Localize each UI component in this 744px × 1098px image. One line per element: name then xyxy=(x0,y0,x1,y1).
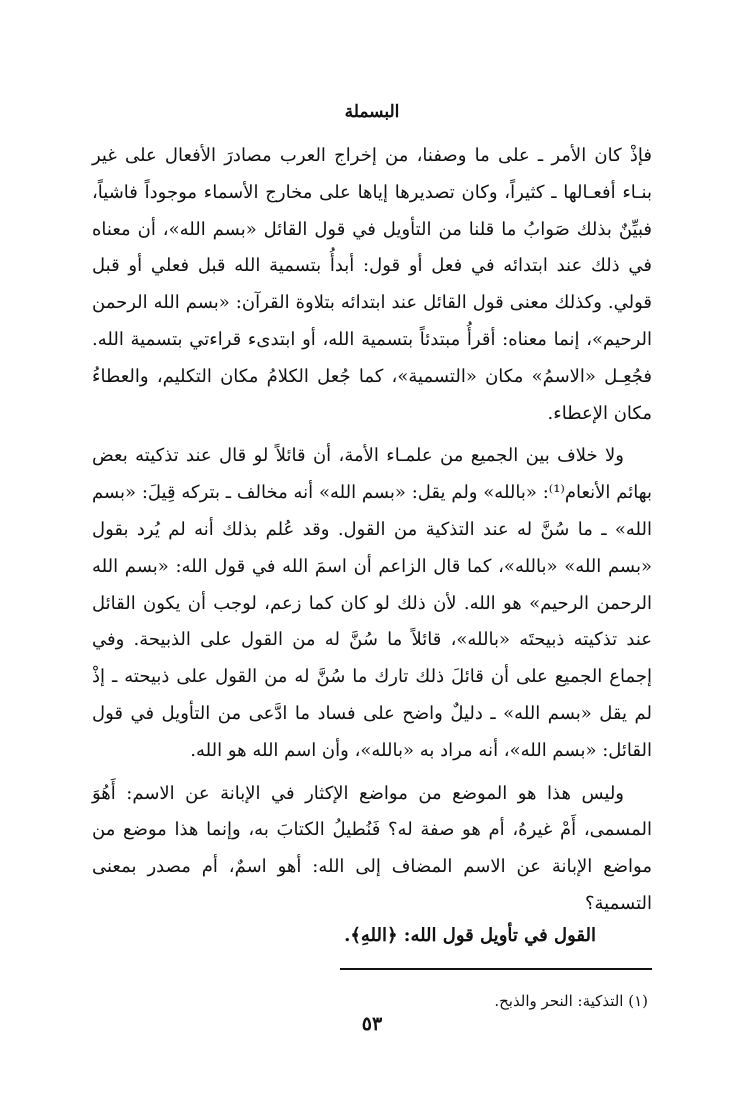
page-number: ٥٣ xyxy=(361,1013,383,1035)
paragraph-2: ولا خلاف بين الجميع من علمـاء الأمة، أن قائلاً لو قال عند تذكيته بعض بهائم الأنعام⁽¹⁾: «بالله» ولم يقل: «بسم الله» أنه مخالف ـ بتركه قِيلَ: «بسم الله» ـ ما سُنَّ له عند التذكية من القول. وقد عُلم بذلك أنه لم يُرد بقول «بسم الله» «بالله»، كما قال الزاعم أن اسمَ الله في قول الله: «بسم الله الرحمن الرحيم» هو الله. لأن ذلك لو كان كما زعم، لوجب أن يكون القائل عند تذكيته ذبيحتَه «بالله»، قائلاً ما سُنَّ له من القول على الذبيحة. وفي إجماع الجميع على أن قائلَ ذلك تارك ما سُنَّ له من القول على ذبيحته ـ إذْ لم يقل «بسم الله» ـ دليلٌ واضح على فساد ما ادَّعى من التأويل في قول القائل: «بسم الله»، أنه مراد به «بالله»، وأن اسم الله هو الله. xyxy=(92,445,652,761)
paragraph-3: وليس هذا هو الموضع من مواضع الإكثار في الإبانة عن الاسم: أَهُوَ المسمى، أَمْ غيرهُ، أم هو صفة له؟ فَنُطيلُ الكتابَ به، وإنما هذا موضع من مواضع الإبانة عن الاسم المضاف إلى الله: أهو اسمٌ، أم مصدر بمعنى التسمية؟ xyxy=(92,782,652,914)
section-heading: القول في تأويل قول الله: ﴿اللهِ﴾. xyxy=(344,925,596,946)
page-header: البسملة xyxy=(344,102,400,122)
footnote-divider xyxy=(340,968,652,970)
paragraph-1: فإذْ كان الأمر ـ على ما وصفنا، من إخراج العرب مصادرَ الأفعال على غير بنـاء أفعـالها ـ كثيراً، وكان تصديرها إياها على مخارج الأسماء موجوداً فاشياً، فبيِّنٌ بذلك صَوابُ ما قلنا من التأويل في قول القائل «بسم الله»، أن معناه في ذلك عند ابتدائه في فعل أو قول: أبدأُ بتسمية الله قبل فعلي أو قبل قولي. وكذلك معنى قول القائل عند ابتدائه بتلاوة القرآن: «بسم الله الرحمن الرحيم»، إنما معناه: أقرأُ مبتدئاً بتسمية الله، أو ابتدىء قراءتي بتسمية الله. فجُعِـل «الاسمُ» مكان «التسمية»، كما جُعل الكلامُ مكان التكليم، والعطاءُ مكان الإعطاء. xyxy=(92,145,652,424)
footnote: (١) التذكية: النحر والذبح. xyxy=(494,992,648,1010)
main-text xyxy=(92,138,652,923)
